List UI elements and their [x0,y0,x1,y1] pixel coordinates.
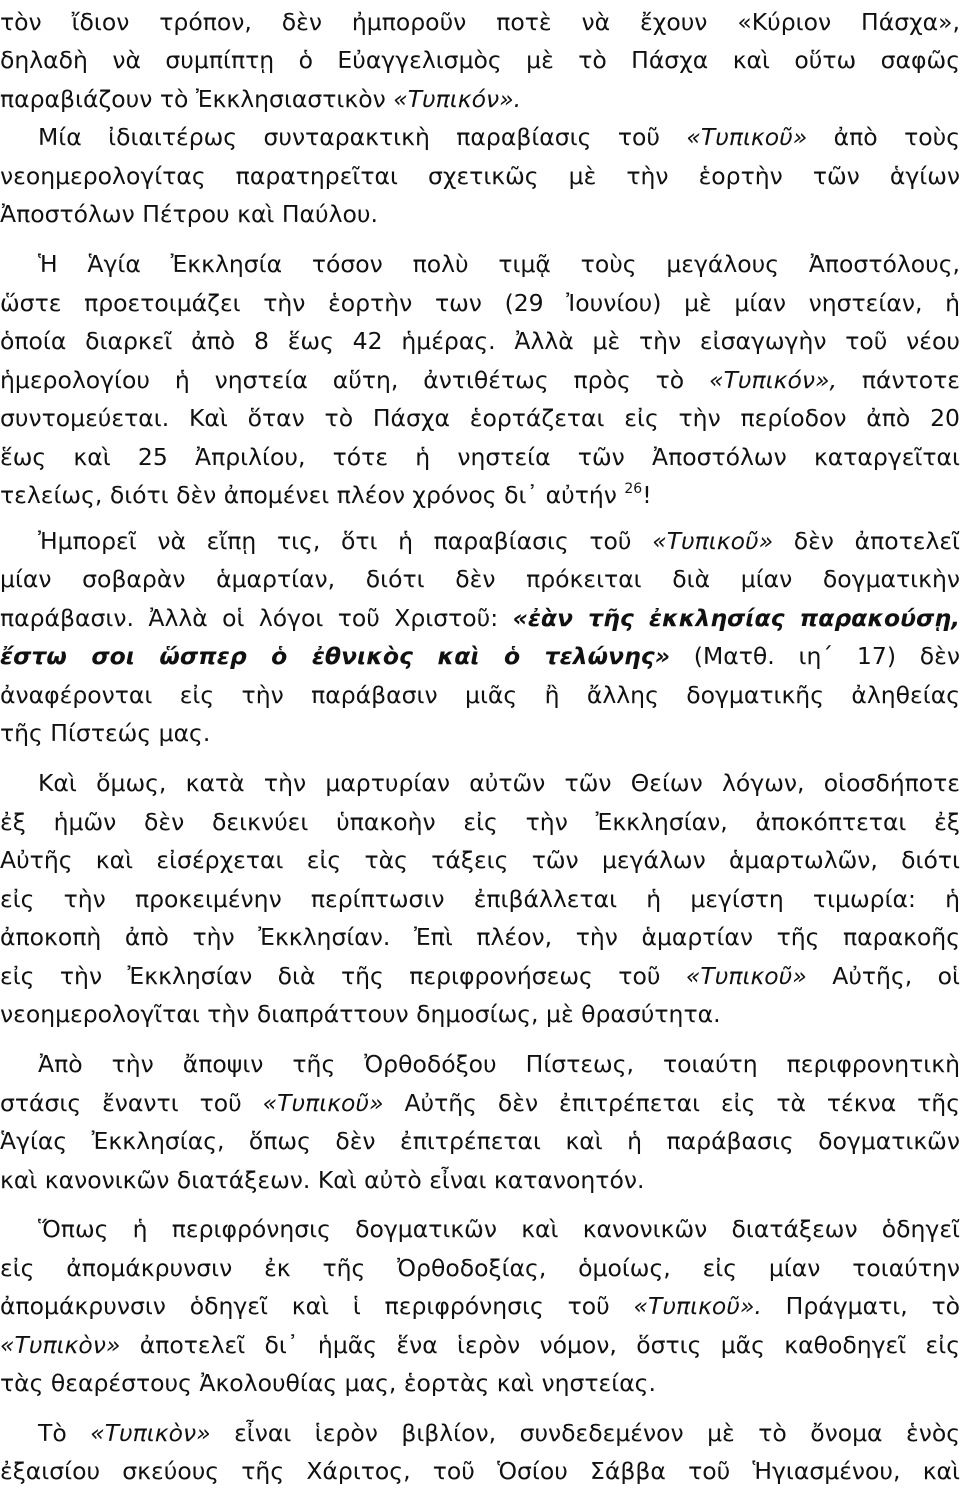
text-segment: Ὅπως ἡ περιφρόνησις δογματικῶν καὶ κανονικῶν διατάξεων ὁδηγεῖ [38,1215,960,1243]
text-line [0,361,960,399]
text-segment: ἀναφέρονται εἰς τὴν παράβασιν μιᾶς ἢ ἄλλης δογματικῆς ἀληθείας [0,681,960,709]
text-segment: παραβιάζουν τὸ Ἐκκλησιαστικὸν [0,85,394,113]
text-line [0,637,960,675]
text-line [0,41,960,79]
text-line [38,118,960,156]
text-segment: ἀποκοπὴ ἀπὸ τὴν Ἐκκλησίαν. Ἐπὶ πλέον, τὴν ἁμαρτίαν τῆς παρακοῆς [0,923,960,951]
text-segment: ἐξ ἡμῶν δὲν δεικνύει ὑπακοὴν εἰς τὴν Ἐκκλησίαν, ἀποκόπτεται ἐξ [0,808,960,836]
text-segment: ὁποία διαρκεῖ ἀπὸ 8 ἕως 42 ἡμέρας. Ἀλλὰ μὲ τὴν εἰσαγωγὴν τοῦ νέου [0,327,960,355]
text-line [0,676,960,714]
text-line [0,599,960,637]
text-segment: τελείως, διότι δὲν ἀπομένει πλέον χρόνος δι᾿ αὐτήν [0,481,625,509]
text-line [0,399,960,437]
text-segment: «Τυπικοῦ» [685,962,807,990]
text-segment: ἀπομάκρυνσιν ὁδηγεῖ καὶ ἱ περιφρόνησις τοῦ [0,1292,634,1320]
text-line [0,1326,960,1364]
text-segment: εἰς τὴν Ἐκκλησίαν διὰ τῆς περιφρονήσεως τοῦ [0,962,686,990]
text-line [0,1287,960,1325]
text-segment: εἰς ἀπομάκρυνσιν ἐκ τῆς Ὀρθοδοξίας, ὁμοίως, εἰς μίαν τοιαύτην [0,1254,960,1282]
text-segment: δὲν ἀποτελεῖ [773,527,960,555]
text-segment: ἐξαισίου σκεύους τῆς Χάριτος, τοῦ Ὁσίου Σάββα τοῦ Ἡγιασμένου, καὶ [0,1457,960,1485]
text-line [38,245,960,283]
footnote-ref: 26 [624,481,643,497]
text-line [0,957,960,995]
text-line [38,522,960,560]
text-segment: Αὐτῆς δὲν ἐπιτρέπεται εἰς τὰ τέκνα τῆς [383,1089,960,1117]
text-line [38,1210,960,1248]
text-line [0,157,960,195]
text-segment: Αὐτῆς, οἱ [806,962,960,990]
text-segment: Πράγματι, τὸ [761,1292,960,1320]
text-segment: Τὸ [38,1419,91,1447]
text-line [0,880,960,918]
text-segment: νεοημερολογῖται τὴν διαπράττουν δημοσίως, μὲ θρασύτητα. [0,1000,721,1028]
text-segment: τὸν ἴδιον τρόπον, δὲν ἠμποροῦν ποτὲ νὰ ἔχουν «Κύριον Πάσχα», [0,8,960,36]
text-segment: «Τυπικὸν» [90,1419,211,1447]
text-segment: τὰς θεαρέστους Ἀκολουθίας μας, ἑορτὰς καὶ νηστείας. [0,1369,656,1397]
text-segment: καὶ κανονικῶν διατάξεων. Καὶ αὐτὸ εἶναι κατανοητόν. [0,1166,645,1194]
text-segment: Μία ἰδιαιτέρως συνταρακτικὴ παραβίασις τοῦ [38,123,687,151]
text-segment: συντομεύεται. Καὶ ὅταν τὸ Πάσχα ἑορτάζεται εἰς τὴν περίοδον ἀπὸ 20 [0,404,960,432]
text-line [38,1045,960,1083]
text-line [0,80,960,118]
text-segment: νεοημερολογίτας παρατηρεῖται σχετικῶς μὲ τὴν ἑορτὴν τῶν ἁγίων [0,162,960,190]
text-line [0,1452,960,1490]
text-segment: Αὐτῆς καὶ εἰσέρχεται εἰς τὰς τάξεις τῶν μεγάλων ἁμαρτωλῶν, διότι [0,846,960,874]
text-line [0,1364,960,1402]
text-segment: πάντοτε [836,366,960,394]
text-line [0,803,960,841]
text-segment: ἕως καὶ 25 Ἀπριλίου, τότε ἡ νηστεία τῶν Ἀποστόλων καταργεῖται [0,443,960,471]
text-line [0,1084,960,1122]
text-segment: Ἡ Ἁγία Ἐκκλησία τόσον πολὺ τιμᾷ τοὺς μεγάλους Ἀποστόλους, [38,250,960,278]
text-segment: παράβασιν. Ἀλλὰ οἱ λόγοι τοῦ Χριστοῦ: [0,604,513,632]
text-segment: «Τυπικοῦ» [652,527,774,555]
text-line [0,714,960,752]
text-segment: «Τυπικοῦ» [686,123,808,151]
text-segment: τῆς Πίστεώς μας. [0,719,211,747]
text-segment: ὥστε προετοιμάζει τὴν ἑορτὴν των (29 Ἰουνίου) μὲ μίαν νηστείαν, ἡ [0,289,960,317]
text-line [0,3,960,41]
text-segment: ἔστω σοι ὥσπερ ὁ ἐθνικὸς καὶ ὁ τελώνης» [0,642,670,670]
text-line [0,560,960,598]
text-segment: Ἀποστόλων Πέτρου καὶ Παύλου. [0,200,378,228]
text-line [0,438,960,476]
text-line [38,1414,960,1452]
text-segment: Ἠμπορεῖ νὰ εἴπῃ τις, ὅτι ἡ παραβίασις τοῦ [38,527,653,555]
text-segment: «Τυπικόν», [709,366,837,394]
text-segment: Ἀπὸ τὴν ἄποψιν τῆς Ὀρθοδόξου Πίστεως, τοιαύτη περιφρονητικὴ [38,1050,960,1078]
text-segment: ἀπὸ τοὺς [807,123,960,151]
text-segment: Ἁγίας Ἐκκλησίας, ὅπως δὲν ἐπιτρέπεται καὶ ἡ παράβασις δογματικῶν [0,1127,960,1155]
text-segment: «ἐὰν τῆς ἐκκλησίας παρακούσῃ, [512,604,960,632]
text-segment: (Ματθ. ιη´ 17) δὲν [669,642,960,670]
text-line [0,1249,960,1287]
text-segment: ! [642,481,652,509]
text-segment: ἡμερολογίου ἡ νηστεία αὕτη, ἀντιθέτως πρὸς τὸ [0,366,710,394]
text-segment: «Τυπικοῦ». [633,1292,762,1320]
text-line [0,322,960,360]
text-line [0,995,960,1033]
text-segment: «Τυπικόν». [393,85,522,113]
text-segment: εἶναι ἱερὸν βιβλίον, συνδεδεμένον μὲ τὸ ὄνομα ἑνὸς [210,1419,960,1447]
text-segment: στάσις ἔναντι τοῦ [0,1089,263,1117]
text-segment: «Τυπικὸν» [0,1331,121,1359]
text-segment: δηλαδὴ νὰ συμπίπτῃ ὁ Εὐαγγελισμὸς μὲ τὸ Πάσχα καὶ οὕτω σαφῶς [0,46,960,74]
text-segment: εἰς τὴν προκειμένην περίπτωσιν ἐπιβάλλεται ἡ μεγίστη τιμωρία: ἡ [0,885,960,913]
text-line [38,764,960,802]
text-line [0,195,960,233]
text-line [0,1122,960,1160]
text-segment: Καὶ ὅμως, κατὰ τὴν μαρτυρίαν αὐτῶν τῶν Θείων λόγων, οἱοσδήποτε [38,769,960,797]
text-line [0,841,960,879]
text-line [0,918,960,956]
text-segment: ἀποτελεῖ δι᾿ ἡμᾶς ἕνα ἱερὸν νόμον, ὅστις μᾶς καθοδηγεῖ εἰς [120,1331,960,1359]
text-segment: μίαν σοβαρὰν ἁμαρτίαν, διότι δὲν πρόκειται διὰ μίαν δογματικὴν [0,565,960,593]
text-line [0,476,960,514]
text-segment: «Τυπικοῦ» [262,1089,384,1117]
text-line [0,1161,960,1199]
text-line [0,284,960,322]
